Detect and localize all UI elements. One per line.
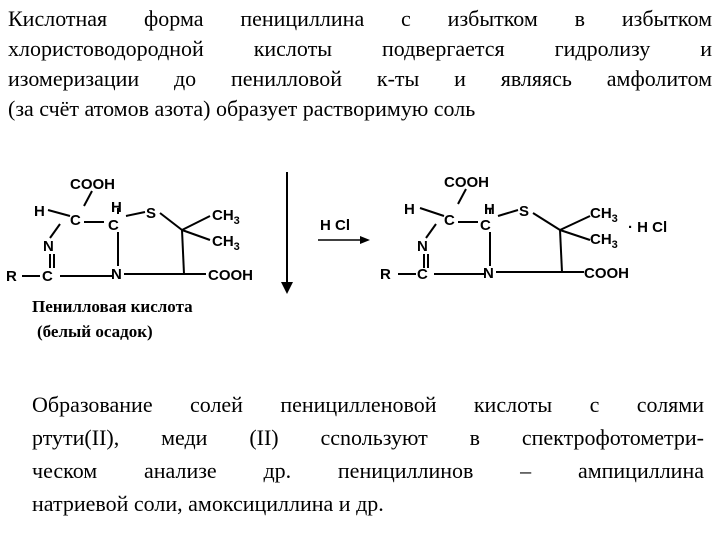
- atom-label: N: [43, 238, 54, 255]
- atom-label: C: [70, 212, 81, 229]
- structure-left-labels: [6, 176, 253, 285]
- intro-line: (за счёт атомов азота) образует растворимую соль: [8, 96, 476, 121]
- atom-label: C: [42, 268, 53, 285]
- reagent-label: H Cl: [320, 217, 350, 234]
- atom-label: COOH: [70, 176, 115, 193]
- group-label: COOH: [208, 267, 253, 284]
- group-label: $CH_3$: [212, 207, 240, 227]
- intro-line: изомеризации до пенилловой к-ты и являясь амфолитом: [8, 66, 712, 91]
- outro-line: ческом анализе др. пенициллинов – ампициллина: [32, 458, 704, 483]
- group-label: $CH_3$: [590, 205, 618, 225]
- atom-label: N: [483, 265, 494, 282]
- reaction-arrowhead: [360, 236, 370, 244]
- group-label: $CH_3$: [590, 231, 618, 251]
- outro-line: натриевой соли, амоксициллина и др.: [32, 491, 384, 516]
- reaction-scheme: [0, 160, 720, 300]
- atom-label: C: [444, 212, 455, 229]
- intro-paragraph: [8, 4, 712, 124]
- atom-label: N: [111, 266, 122, 283]
- outro-paragraph: [32, 388, 704, 520]
- intro-line: Кислотная форма пенициллина с избытком в избытком: [8, 6, 712, 31]
- atom-label: H: [404, 201, 415, 218]
- structure-right-labels: [380, 174, 667, 283]
- caption-line: (белый осадок): [37, 322, 153, 341]
- atom-label: R: [380, 266, 391, 283]
- atom-label: C: [480, 217, 491, 234]
- atom-label: H: [111, 199, 122, 216]
- outro-line: Образование солей пенициллeновой кислоты с солями: [32, 392, 704, 417]
- atom-label: COOH: [444, 174, 489, 191]
- intro-line: хлористоводородной кислоты подвергается гидролизу и: [8, 36, 712, 61]
- caption-line: Пенилловая кислота: [32, 297, 193, 316]
- precipitate-arrowhead: [281, 282, 293, 294]
- atom-label: N: [417, 238, 428, 255]
- outro-line: ртути(II), меди (II) ссnользуют в спектрофотометри-: [32, 425, 704, 450]
- group-label: $CH_3$: [212, 233, 240, 253]
- atom-label: S: [146, 205, 157, 222]
- atom-label: H: [484, 201, 495, 218]
- atom-label: H: [34, 203, 45, 220]
- scheme-caption: [32, 294, 193, 344]
- atom-label: S: [519, 203, 530, 220]
- salt-label: · H Cl: [628, 219, 668, 236]
- group-label: COOH: [584, 265, 629, 282]
- atom-label: C: [108, 217, 119, 234]
- atom-label: R: [6, 268, 17, 285]
- atom-label: C: [417, 266, 428, 283]
